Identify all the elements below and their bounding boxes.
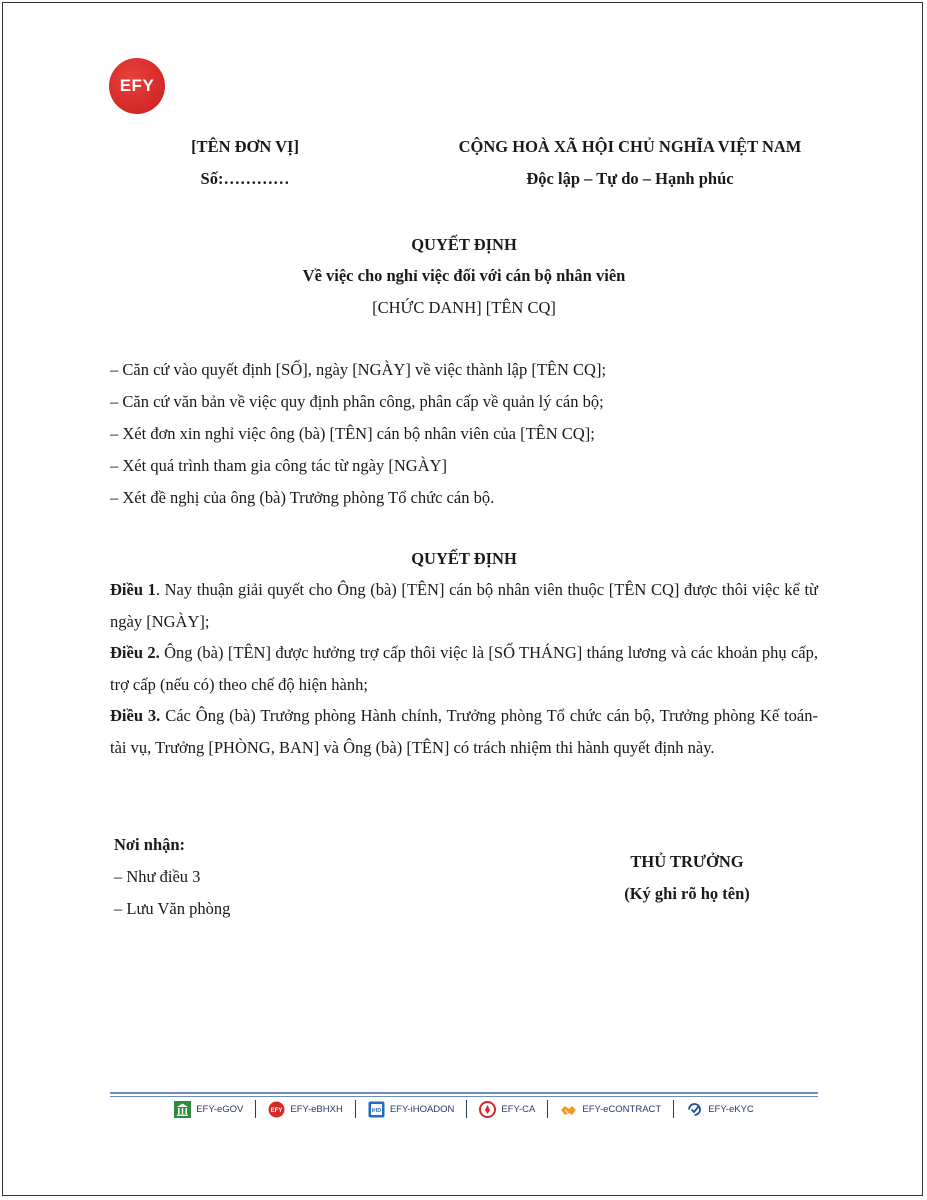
document-title: QUYẾT ĐỊNH xyxy=(411,235,517,254)
signature-note: (Ký ghi rõ họ tên) xyxy=(624,884,750,903)
footer-item-label: EFY-iHOADON xyxy=(389,1103,455,1115)
footer-item-ebhxh xyxy=(256,1100,355,1118)
efy-logo xyxy=(109,58,165,114)
basis-item: – Xét đơn xin nghỉ việc ông (bà) [TÊN] cán bộ nhân viên của [TÊN CQ]; xyxy=(110,424,595,443)
recipients-heading: Nơi nhận: xyxy=(114,835,186,854)
recipient-item: – Lưu Văn phòng xyxy=(114,899,231,918)
kyc-icon xyxy=(686,1101,703,1118)
footer-item-ihoadon xyxy=(356,1100,468,1118)
footer-item-label: EFY-CA xyxy=(501,1103,536,1115)
basis-item: – Căn cứ văn bản về việc quy định phân công, phân cấp về quản lý cán bộ; xyxy=(110,392,604,411)
article-2 xyxy=(110,637,818,700)
document-number: Số:………… xyxy=(200,169,290,188)
svg-text:EFY: EFY xyxy=(271,1107,283,1114)
ca-icon xyxy=(479,1101,496,1118)
article-1 xyxy=(110,574,818,637)
basis-item: – Căn cứ vào quyết định [SỐ], ngày [NGÀY] về việc thành lập [TÊN CQ]; xyxy=(110,360,607,379)
article-label: Điều 3. xyxy=(110,706,161,725)
article-3 xyxy=(110,700,818,763)
basis-item: – Xét đề nghị của ông (bà) Trưởng phòng Tổ chức cán bộ. xyxy=(110,488,495,507)
efy-logo-text: EFY xyxy=(119,76,155,95)
article-label: Điều 1 xyxy=(110,580,156,599)
article-label: Điều 2. xyxy=(110,643,160,662)
footer-item-label: EFY-eKYC xyxy=(708,1103,754,1115)
svg-text:iHD: iHD xyxy=(371,1107,382,1114)
national-title: CỘNG HOÀ XÃ HỘI CHỦ NGHĨA VIỆT NAM xyxy=(458,137,802,156)
footer-item-label: EFY-eBHXH xyxy=(290,1103,343,1115)
signature-title: THỦ TRƯỞNG xyxy=(630,852,744,871)
footer-item-econtract xyxy=(548,1100,674,1118)
footer-item-label: EFY-eCONTRACT xyxy=(582,1103,662,1115)
basis-item: – Xét quá trình tham gia công tác từ ngày [NGÀY] xyxy=(110,456,448,475)
footer-item-label: EFY-eGOV xyxy=(196,1103,244,1115)
decision-heading: QUYẾT ĐỊNH xyxy=(411,549,517,568)
footer-divider xyxy=(110,1092,818,1094)
article-text: Ông (bà) [TÊN] được hưởng trợ cấp thôi việc là [SỐ THÁNG] tháng lương và các khoản phụ cấp, trợ cấp (nếu có) theo chế độ hiện hành; xyxy=(110,643,818,694)
handshake-icon xyxy=(560,1101,577,1118)
article-text: Các Ông (bà) Trưởng phòng Hành chính, Trưởng phòng Tổ chức cán bộ, Trưởng phòng Kế toán- tài vụ, Trưởng [PHÒNG, BAN] và Ông (bà) [TÊN] có trách nhiệm thi hành quyết định này. xyxy=(110,706,818,757)
national-motto: Độc lập – Tự do – Hạnh phúc xyxy=(526,169,734,188)
efy-logo-icon xyxy=(268,1101,285,1118)
document-subject: Về việc cho nghỉ việc đối với cán bộ nhân viên xyxy=(302,266,626,285)
unit-name: [TÊN ĐƠN VỊ] xyxy=(191,137,299,156)
article-text: . Nay thuận giải quyết cho Ông (bà) [TÊN] cán bộ nhân viên thuộc [TÊN CQ] được thôi việc kể từ ngày [NGÀY]; xyxy=(110,580,818,631)
footer-product-bar xyxy=(110,1097,818,1121)
building-icon xyxy=(174,1101,191,1118)
footer-item-ca xyxy=(467,1100,548,1118)
footer-item-egov xyxy=(162,1100,256,1118)
document-authority: [CHỨC DANH] [TÊN CQ] xyxy=(372,298,556,317)
footer-item-ekyc xyxy=(674,1100,766,1118)
recipient-item: – Như điều 3 xyxy=(114,867,201,886)
invoice-icon xyxy=(368,1101,385,1118)
